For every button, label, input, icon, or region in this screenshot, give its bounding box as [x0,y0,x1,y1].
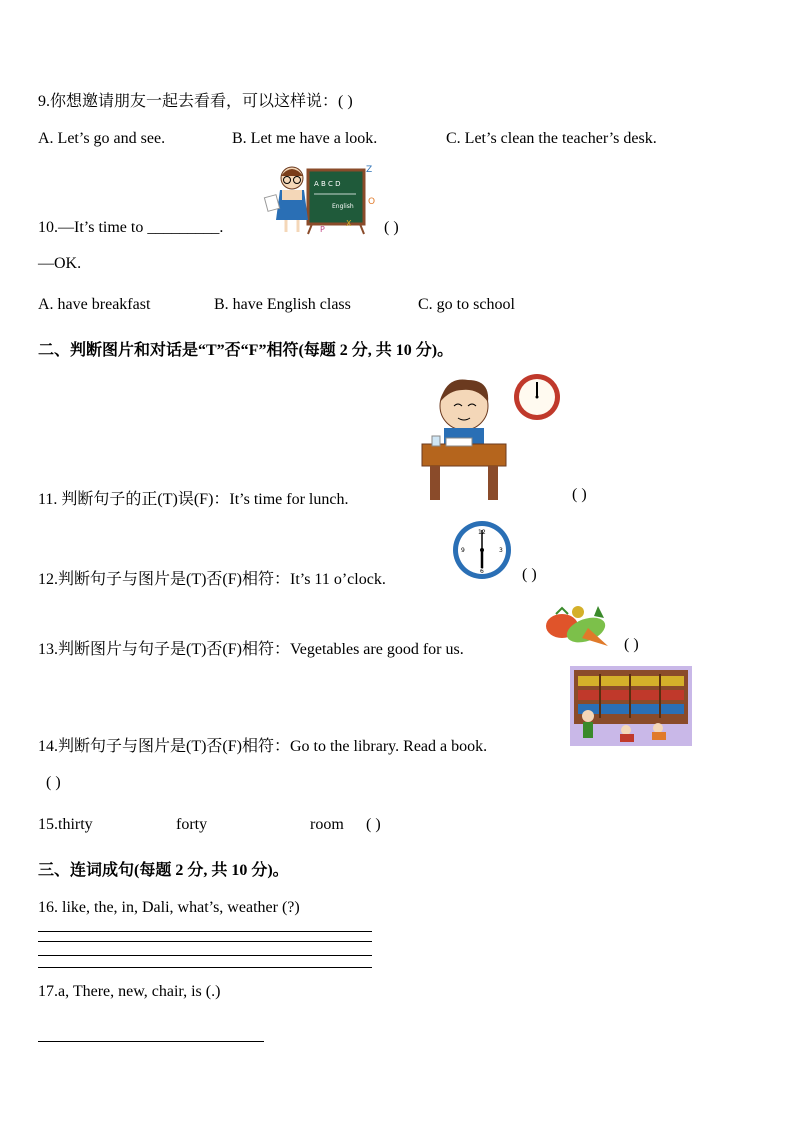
q11-text: 11. 判断句子的正(T)误(F)：It’s time for lunch. [38,491,349,508]
q15-word-3: room [310,816,344,833]
q10-stem: 10.—It’s time to _________. [38,219,224,236]
board-word: English [332,203,354,210]
q16-answer-line-1[interactable] [38,931,372,932]
svg-text:3: 3 [499,547,503,554]
board-letters: A B C D [314,180,341,188]
q9-option-a: A. Let’s go and see. [38,130,166,147]
q16-text: 16. like, the, in, Dali, what’s, weather (?) [38,899,300,916]
q12-text: 12.判断句子与图片是(T)否(F)相符：It’s 11 o’clock. [38,571,386,588]
q16-answer-line-3[interactable] [38,955,372,956]
vegetables-image [542,598,614,650]
q17-text: 17.a, There, new, chair, is (.) [38,983,221,1000]
q16-answer-line-2[interactable] [38,941,372,942]
q14-answer-paren: ( ) [46,774,61,791]
clock-twelve-icon [512,372,562,422]
q10-option-a: A. have breakfast [38,296,151,313]
q9-stem: 9.你想邀请朋友一起去看看，可以这样说：( ) [38,93,353,110]
q17-answer-line[interactable] [38,1041,264,1042]
svg-text:9: 9 [461,547,465,554]
floating-letter-x: X [346,219,352,228]
q10-option-b: B. have English class [214,296,351,313]
q13-answer-paren: ( ) [624,636,639,653]
q10-option-c: C. go to school [418,296,515,313]
floating-letter-z: Z [366,165,373,175]
library-image [570,666,692,746]
q15-answer-paren: ( ) [366,816,381,833]
q14-text: 14.判断句子与图片是(T)否(F)相符：Go to the library. Read a book. [38,738,488,755]
q9-option-c: C. Let’s clean the teacher’s desk. [446,130,657,147]
section2-title: 二、判断图片和对话是“T”否“F”相符(每题 2 分, 共 10 分)。 [38,342,454,359]
boy-eating-lunch-image [416,372,512,504]
wall-clock-icon [452,520,512,580]
floating-letter-o: O [368,197,376,207]
svg-text:6: 6 [480,568,484,575]
floating-letter-p: P [320,225,325,234]
q15-word-1: 15.thirty [38,816,93,833]
q10-answer-paren: ( ) [384,219,399,236]
q10-reply: —OK. [38,255,82,272]
svg-text:12: 12 [478,529,486,536]
q11-answer-paren: ( ) [572,486,587,503]
q13-text: 13.判断图片与句子是(T)否(F)相符：Vegetables are good for us. [38,641,464,658]
section3-title: 三、连词成句(每题 2 分, 共 10 分)。 [38,862,289,879]
q15-word-2: forty [176,816,208,833]
q12-answer-paren: ( ) [522,566,537,583]
teacher-blackboard-image [262,160,382,235]
q9-option-b: B. Let me have a look. [232,130,378,147]
q16-answer-line-4[interactable] [38,967,372,968]
